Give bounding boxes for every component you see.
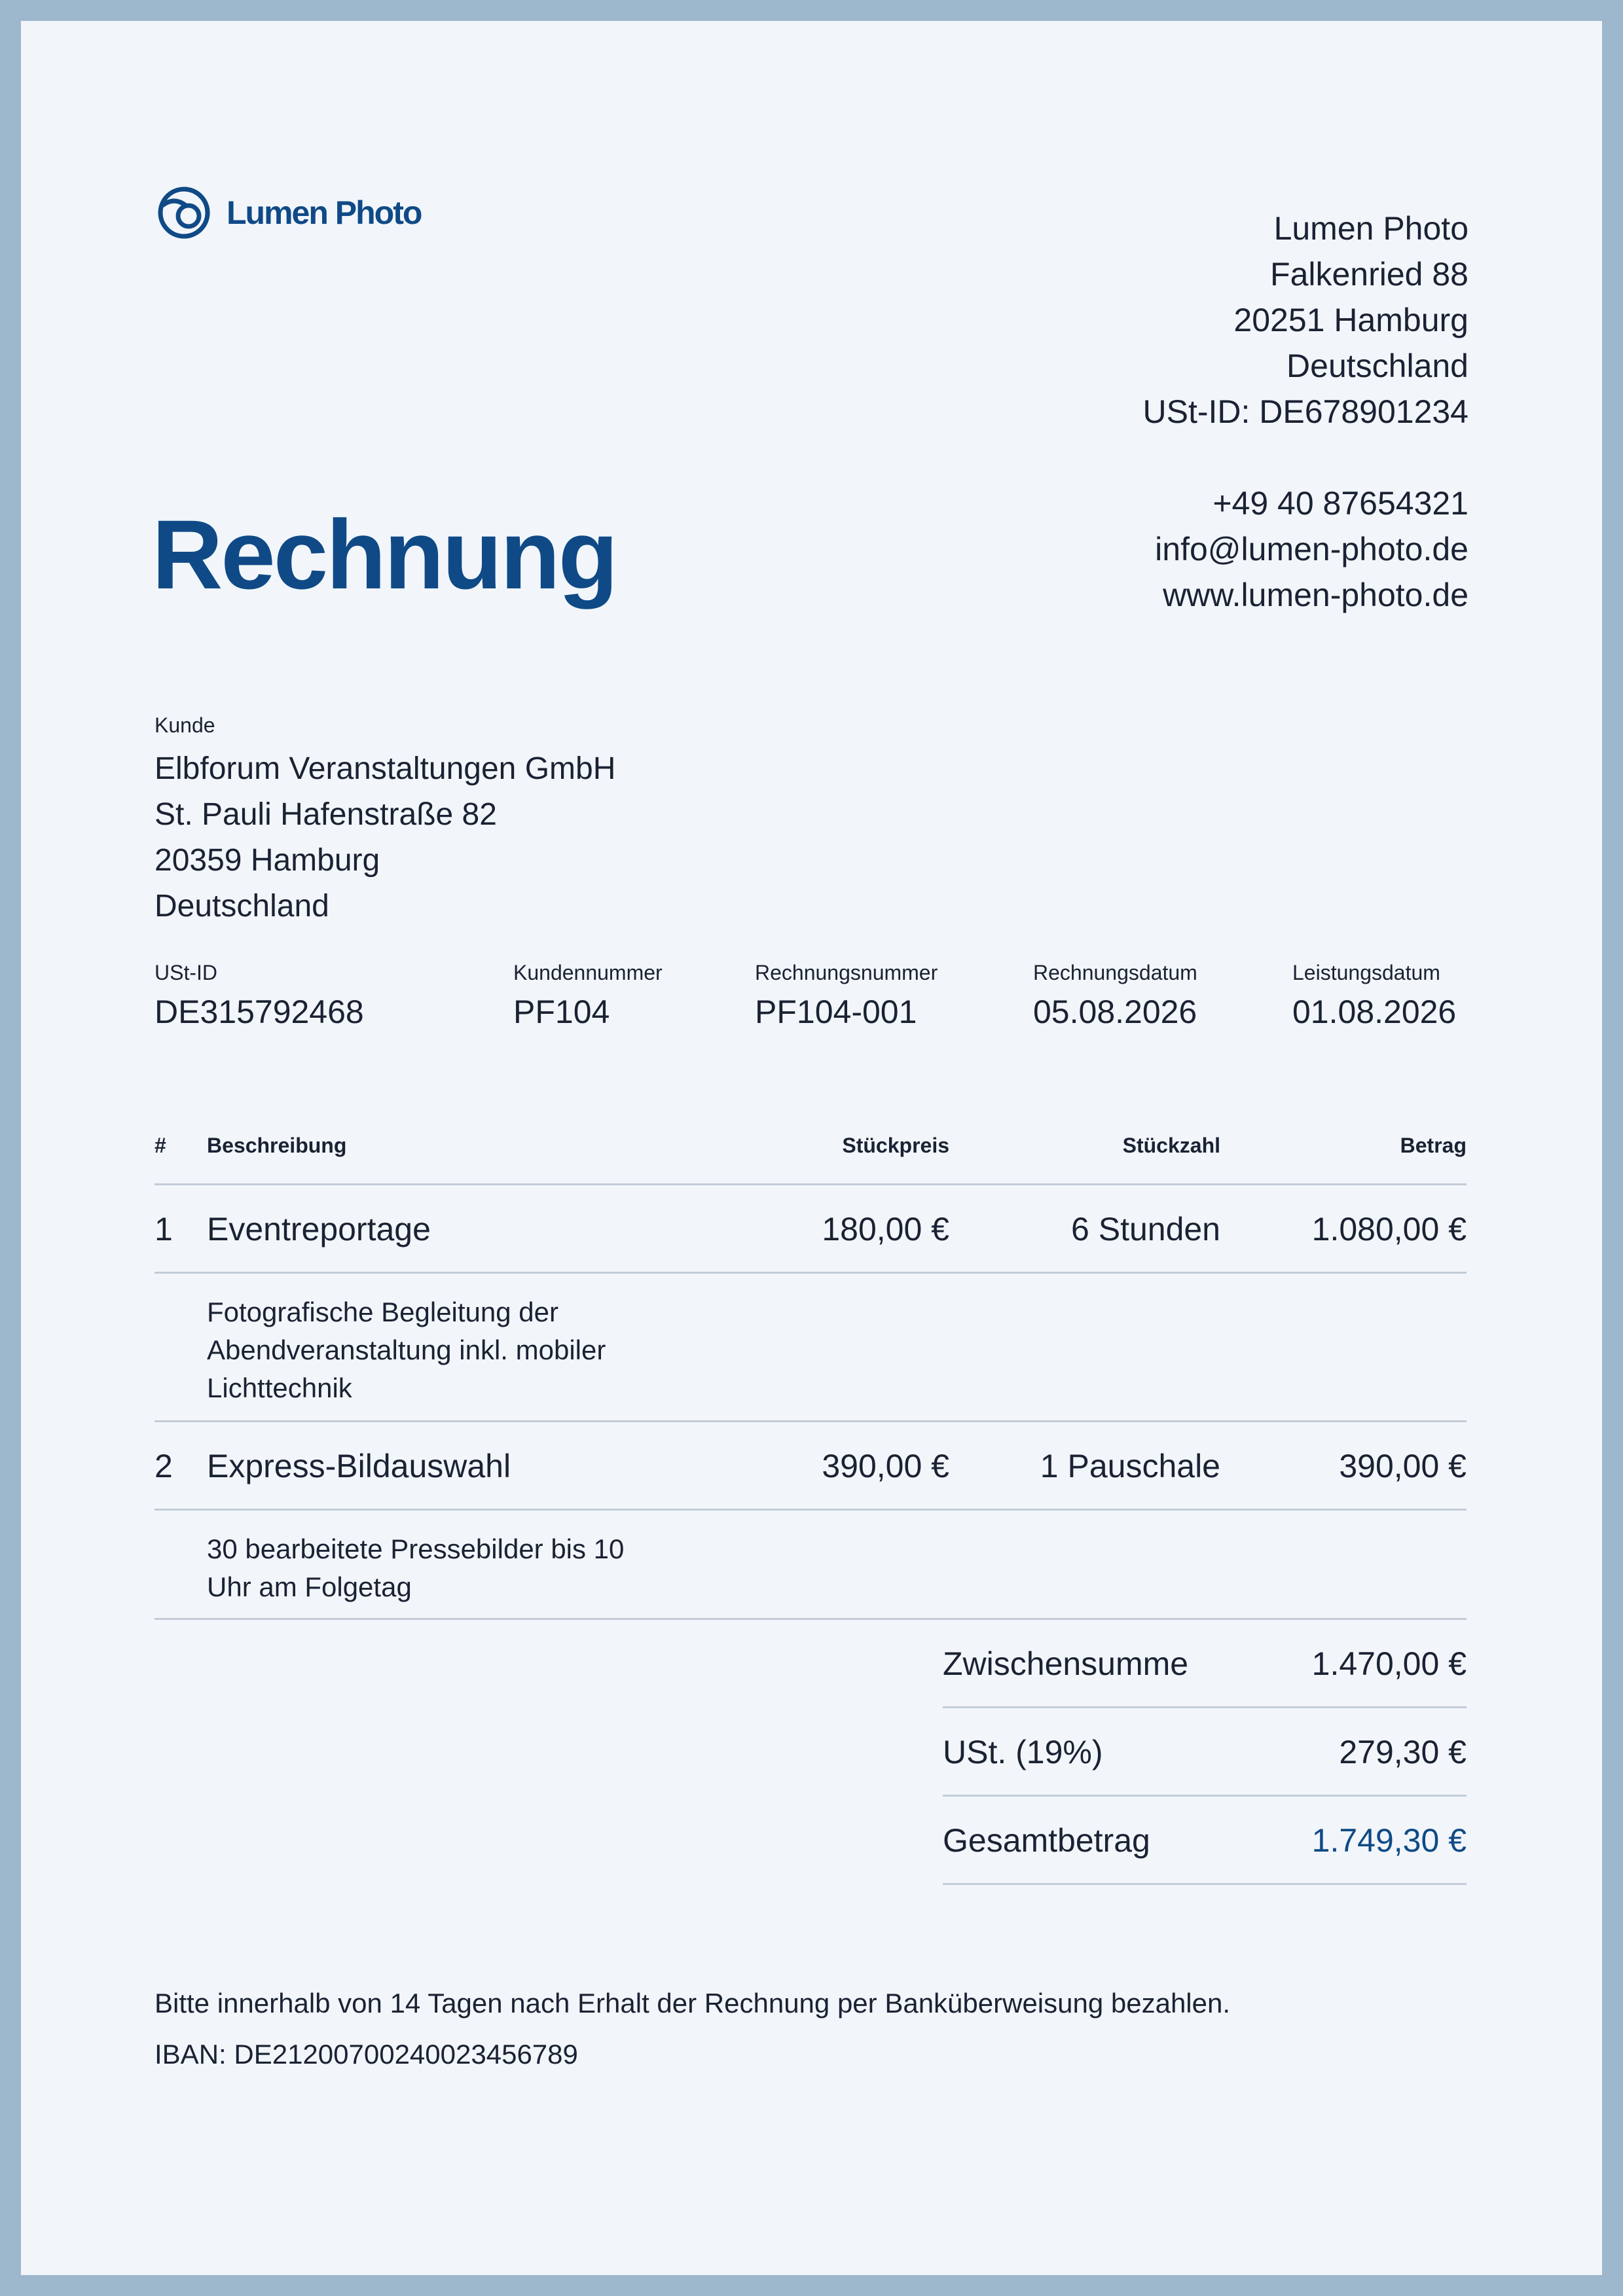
- item-number: 1: [155, 1211, 173, 1247]
- item-description-row: [155, 1511, 1467, 1620]
- meta-invoice-date: [1033, 961, 1197, 1031]
- table-header: [155, 1134, 1467, 1185]
- brand-name: Lumen Photo: [227, 194, 422, 231]
- sender-phone: +49 40 87654321: [1213, 485, 1468, 522]
- meta-value: PF104: [513, 994, 610, 1030]
- sender-vat-id: USt-ID: DE678901234: [1142, 393, 1468, 430]
- client-line: 20359 Hamburg: [155, 843, 380, 878]
- item-description: [207, 1530, 704, 1606]
- meta-service-date: [1292, 961, 1456, 1031]
- header-unit-price: Stückpreis: [842, 1134, 949, 1157]
- sender-line: Falkenried 88: [1270, 256, 1468, 293]
- item-description-line: Lichttechnik: [207, 1372, 352, 1403]
- item-quantity: 6 Stunden: [1071, 1211, 1220, 1247]
- camera-aperture-icon: [155, 183, 213, 242]
- item-description-line: Fotografische Begleitung der: [207, 1297, 558, 1327]
- totals-block: [943, 1620, 1467, 1885]
- iban: IBAN: DE21200700240023456789: [155, 2039, 578, 2070]
- tax-row: [943, 1708, 1467, 1797]
- client-line: Elbforum Veranstaltungen GmbH: [155, 751, 616, 786]
- meta-label: Leistungsdatum: [1292, 961, 1440, 984]
- item-quantity: 1 Pauschale: [1040, 1448, 1220, 1484]
- meta-value: 05.08.2026: [1033, 994, 1197, 1030]
- item-amount: 1.080,00 €: [1311, 1211, 1467, 1247]
- sender-line: 20251 Hamburg: [1233, 302, 1468, 338]
- sender-line: Deutschland: [1286, 348, 1468, 384]
- header-amount: Betrag: [1400, 1134, 1467, 1157]
- subtotal-value: 1.470,00 €: [1311, 1645, 1467, 1682]
- total-row: [943, 1797, 1467, 1885]
- meta-label: USt-ID: [155, 961, 217, 984]
- total-label: Gesamtbetrag: [943, 1822, 1150, 1859]
- meta-value: 01.08.2026: [1292, 994, 1457, 1030]
- item-name: Express-Bildauswahl: [207, 1448, 511, 1484]
- header-num: #: [155, 1134, 166, 1157]
- meta-customer-number: [513, 961, 663, 1031]
- item-description-line: Abendveranstaltung inkl. mobiler: [207, 1335, 606, 1365]
- table-row: [155, 1422, 1467, 1511]
- client-label: Kunde: [155, 713, 215, 737]
- brand-logo: [155, 183, 421, 242]
- item-unit-price: 180,00 €: [822, 1211, 949, 1247]
- subtotal-row: [943, 1620, 1467, 1708]
- meta-vat-id: [155, 961, 364, 1031]
- meta-label: Rechnungsnummer: [755, 961, 938, 984]
- client-address: [155, 746, 615, 929]
- client-line: Deutschland: [155, 889, 329, 924]
- item-name: Eventreportage: [207, 1211, 431, 1247]
- meta-label: Rechnungsdatum: [1033, 961, 1197, 984]
- sender-address: [1142, 206, 1468, 618]
- item-number: 2: [155, 1448, 173, 1484]
- client-line: St. Pauli Hafenstraße 82: [155, 797, 497, 832]
- invoice-page: [21, 21, 1602, 2275]
- tax-value: 279,30 €: [1339, 1734, 1467, 1770]
- tax-label: USt. (19%): [943, 1734, 1103, 1770]
- item-description: [207, 1293, 704, 1407]
- item-unit-price: 390,00 €: [822, 1448, 949, 1484]
- header-quantity: Stückzahl: [1122, 1134, 1220, 1157]
- item-description-line: 30 bearbeitete Pressebilder bis 10: [207, 1534, 625, 1564]
- item-description-row: [155, 1274, 1467, 1422]
- meta-value: DE315792468: [155, 994, 364, 1030]
- sender-email: info@lumen-photo.de: [1155, 531, 1468, 567]
- sender-website: www.lumen-photo.de: [1163, 577, 1468, 613]
- table-row: [155, 1185, 1467, 1274]
- meta-invoice-number: [755, 961, 938, 1031]
- sender-line: Lumen Photo: [1273, 210, 1468, 247]
- document-title: Rechnung: [152, 499, 617, 609]
- item-amount: 390,00 €: [1339, 1448, 1467, 1484]
- subtotal-label: Zwischensumme: [943, 1645, 1189, 1682]
- item-description-line: Uhr am Folgetag: [207, 1571, 412, 1602]
- meta-value: PF104-001: [755, 994, 917, 1030]
- payment-terms: Bitte innerhalb von 14 Tagen nach Erhalt der Rechnung per Banküberweisung bezahlen.: [155, 1988, 1231, 2018]
- total-value: 1.749,30 €: [1311, 1822, 1467, 1859]
- header-description: Beschreibung: [207, 1134, 347, 1157]
- payment-notes: [155, 1978, 1230, 2080]
- meta-label: Kundennummer: [513, 961, 663, 984]
